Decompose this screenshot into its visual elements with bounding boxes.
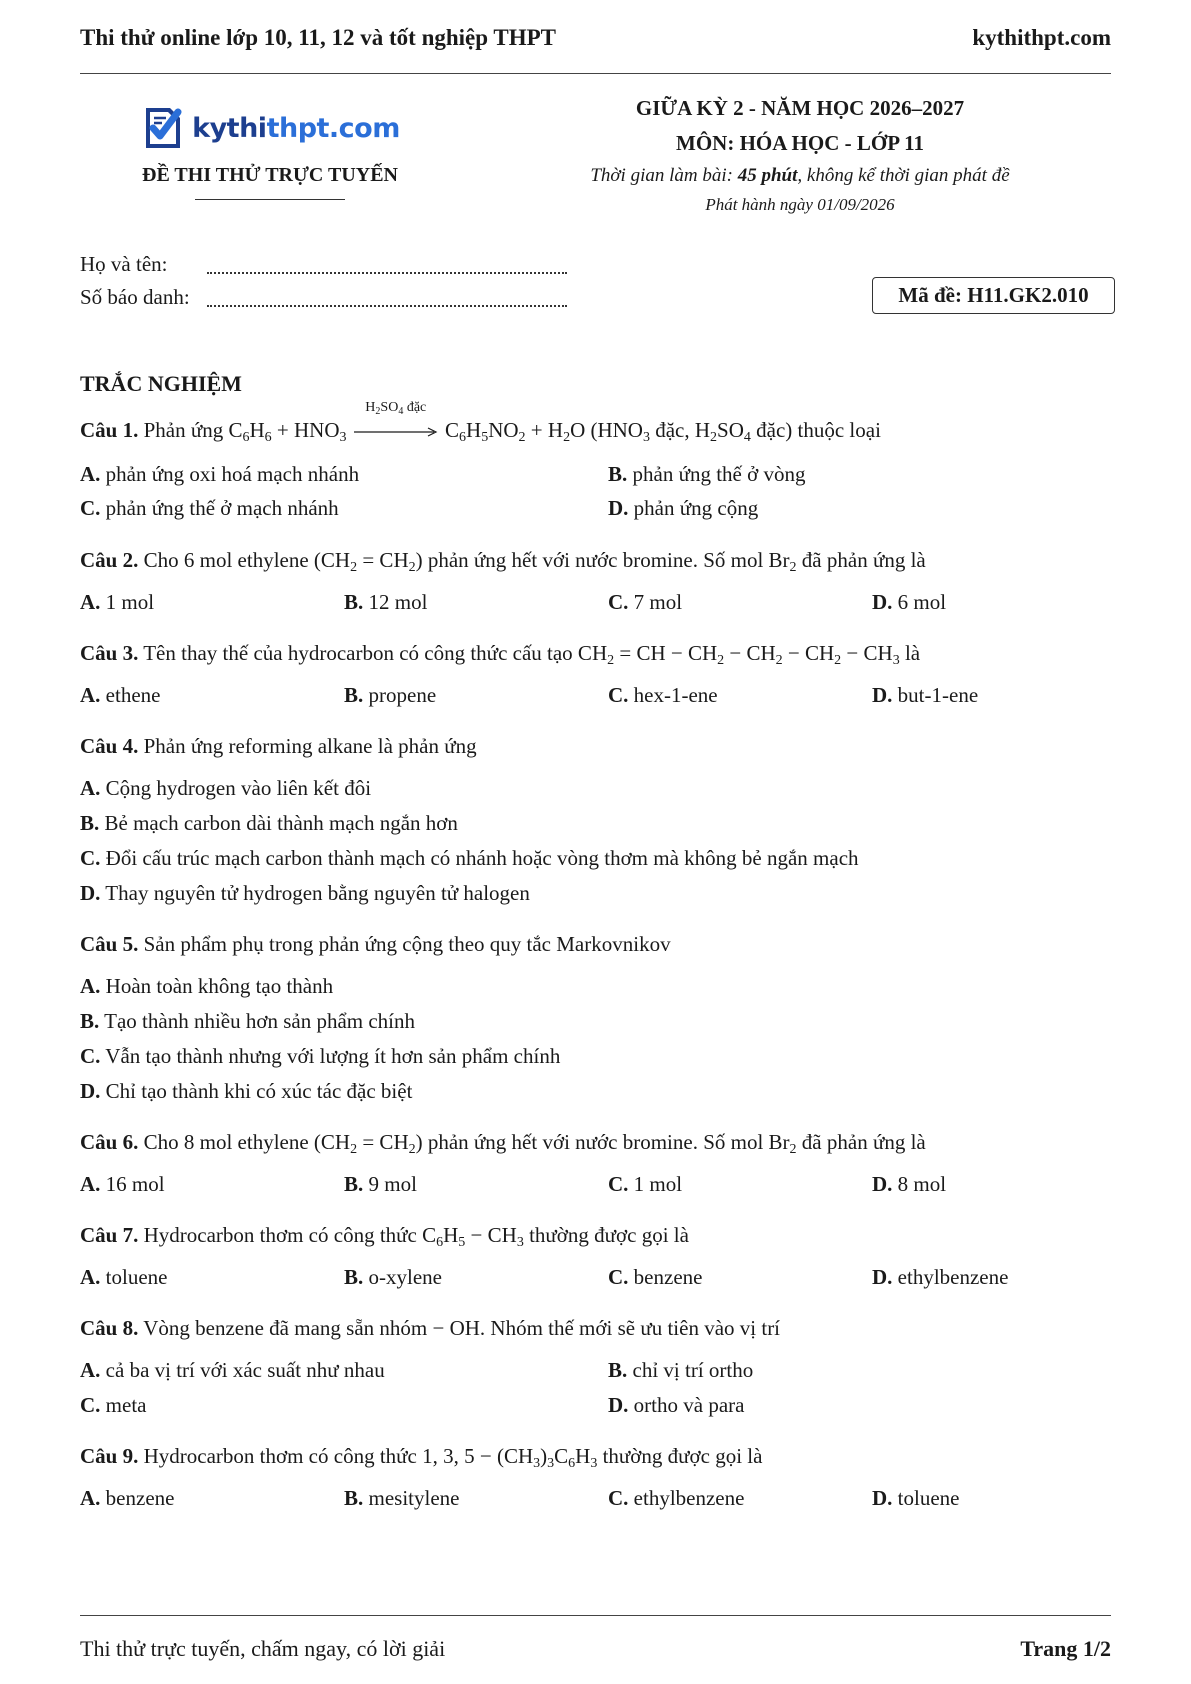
q8-option-a[interactable]: A. cả ba vị trí với xác suất như nhau — [80, 1358, 385, 1382]
student-id-field[interactable] — [207, 289, 567, 307]
footer-tagline: Thi thử trực tuyến, chấm ngay, có lời giải — [80, 1636, 446, 1661]
q5-option-c[interactable]: C. Vẫn tạo thành nhưng với lượng ít hơn sản phẩm chính — [80, 1044, 561, 1068]
q3-option-c[interactable]: C. hex-1-ene — [608, 683, 718, 707]
question-9-stem: Câu 9. Hydrocarbon thơm có công thức 1, 3, $5 - (CH_3)_3C_6H_3$ thường được gọi là — [80, 1444, 763, 1471]
question-8-stem: Câu 8. Vòng benzene đã mang sẵn nhóm − OH. Nhóm thế mới sẽ ưu tiên vào vị trí — [80, 1316, 781, 1340]
q4-option-d[interactable]: D. Thay nguyên tử hydrogen bằng nguyên tử halogen — [80, 881, 530, 905]
question-3-stem: Câu 3. Tên thay thế của hydrocarbon có công thức cấu tạo $CH_2$ = CH − $CH_2 - CH_2 - CH_2 - CH_3$ là — [80, 641, 921, 668]
student-name-line — [80, 252, 167, 277]
subtitle-underline — [195, 199, 345, 200]
q3-option-b[interactable]: B. propene — [344, 683, 437, 707]
q3-option-a[interactable]: A. ethene — [80, 683, 161, 707]
exam-code-badge: Mã đề: H11.GK2.010 — [872, 277, 1115, 314]
q2-option-c[interactable]: C. 7 mol — [608, 590, 683, 614]
reaction-arrow: $H_2SO_4$ đặc — [354, 422, 438, 442]
q7-option-c[interactable]: C. benzene — [608, 1265, 703, 1289]
q1-option-d[interactable]: D. phản ứng cộng — [608, 496, 759, 520]
q5-option-d[interactable]: D. Chỉ tạo thành khi có xúc tác đặc biệt — [80, 1079, 413, 1103]
exam-duration: Thời gian làm bài: 45 phút, không kể thời gian phát đề — [590, 165, 1010, 186]
top-header — [80, 22, 1111, 54]
q9-option-c[interactable]: C. ethylbenzene — [608, 1486, 745, 1510]
header-tagline: Thi thử online lớp 10, 11, 12 và tốt nghiệp THPT — [80, 25, 556, 50]
student-name-label: Họ và tên: — [80, 252, 168, 276]
q5-option-b[interactable]: B. Tạo thành nhiều hơn sản phẩm chính — [80, 1009, 416, 1033]
q4-option-a[interactable]: A. Cộng hydrogen vào liên kết đôi — [80, 776, 372, 800]
student-id-line — [80, 285, 190, 310]
logo-check-icon — [140, 102, 188, 154]
q3-option-d[interactable]: D. but-1-ene — [872, 683, 979, 707]
q7-option-b[interactable]: B. o-xylene — [344, 1265, 442, 1289]
q2-option-d[interactable]: D. 6 mol — [872, 590, 947, 614]
q6-option-d[interactable]: D. 8 mol — [872, 1172, 947, 1196]
header-site[interactable]: kythithpt.com — [972, 25, 1111, 50]
q1-option-b[interactable]: B. phản ứng thế ở vòng — [608, 462, 806, 486]
exam-info — [540, 96, 1060, 215]
page-footer — [80, 1636, 1111, 1662]
question-2-stem: Câu 2. Cho 6 mol ethylene $(CH_2 = CH_2)$ phản ứng hết với nước bromine. Số mol $Br_2$ đã phản ứng là — [80, 548, 926, 575]
exam-subject: MÔN: HÓA HỌC - LỚP 11 — [676, 131, 924, 155]
question-4-stem: Câu 4. Phản ứng reforming alkane là phản ứng — [80, 734, 477, 758]
logo-wordmark: kythithpt.com — [192, 112, 400, 144]
logo-block — [120, 100, 420, 200]
release-date: Phát hành ngày 01/09/2026 — [705, 195, 895, 214]
q9-option-a[interactable]: A. benzene — [80, 1486, 175, 1510]
q4-option-b[interactable]: B. Bẻ mạch carbon dài thành mạch ngắn hơn — [80, 811, 458, 835]
q1-option-a[interactable]: A. phản ứng oxi hoá mạch nhánh — [80, 462, 360, 486]
q6-option-c[interactable]: C. 1 mol — [608, 1172, 683, 1196]
q6-option-a[interactable]: A. 16 mol — [80, 1172, 165, 1196]
q9-option-b[interactable]: B. mesitylene — [344, 1486, 460, 1510]
exam-type-subtitle: ĐỀ THI THỬ TRỰC TUYẾN — [142, 164, 398, 186]
student-id-label: Số báo danh: — [80, 285, 190, 309]
section-title: TRẮC NGHIỆM — [80, 371, 242, 396]
q1-option-c[interactable]: C. phản ứng thế ở mạch nhánh — [80, 496, 339, 520]
question-7-stem: Câu 7. Hydrocarbon thơm có công thức $C_6H_5 - CH_3$ thường được gọi là — [80, 1223, 689, 1250]
q2-option-b[interactable]: B. 12 mol — [344, 590, 428, 614]
q6-option-b[interactable]: B. 9 mol — [344, 1172, 417, 1196]
exam-title: GIỮA KỲ 2 - NĂM HỌC 2026–2027 — [635, 96, 965, 120]
question-6-stem: Câu 6. Cho 8 mol ethylene $(CH_2 = CH_2)$ phản ứng hết với nước bromine. Số mol $Br_2$ đã phản ứng là — [80, 1130, 926, 1157]
student-name-field[interactable] — [207, 256, 567, 274]
question-5-stem: Câu 5. Sản phẩm phụ trong phản ứng cộng theo quy tắc Markovnikov — [80, 932, 671, 956]
q8-option-c[interactable]: C. meta — [80, 1393, 147, 1417]
q8-option-d[interactable]: D. ortho và para — [608, 1393, 745, 1417]
q9-option-d[interactable]: D. toluene — [872, 1486, 960, 1510]
page-number: Trang 1/2 — [1020, 1636, 1111, 1661]
q5-option-a[interactable]: A. Hoàn toàn không tạo thành — [80, 974, 334, 998]
q2-option-a[interactable]: A. 1 mol — [80, 590, 155, 614]
header-divider — [80, 73, 1111, 74]
question-1-stem: Câu 1. Phản ứng $C_6H_6 + HNO_3$ $H_2SO_4$ đặc $C_6H_5NO_2 + H_2O$ ($HNO_3$ đặc, $H_2SO_4$ đặc) thuộc loại — [80, 400, 881, 445]
q8-option-b[interactable]: B. chỉ vị trí ortho — [608, 1358, 754, 1382]
site-logo[interactable] — [120, 100, 420, 156]
q4-option-c[interactable]: C. Đổi cấu trúc mạch carbon thành mạch có nhánh hoặc vòng thơm mà không bẻ ngắn mạch — [80, 846, 859, 870]
footer-divider — [80, 1615, 1111, 1616]
q7-option-a[interactable]: A. toluene — [80, 1265, 168, 1289]
q7-option-d[interactable]: D. ethylbenzene — [872, 1265, 1009, 1289]
